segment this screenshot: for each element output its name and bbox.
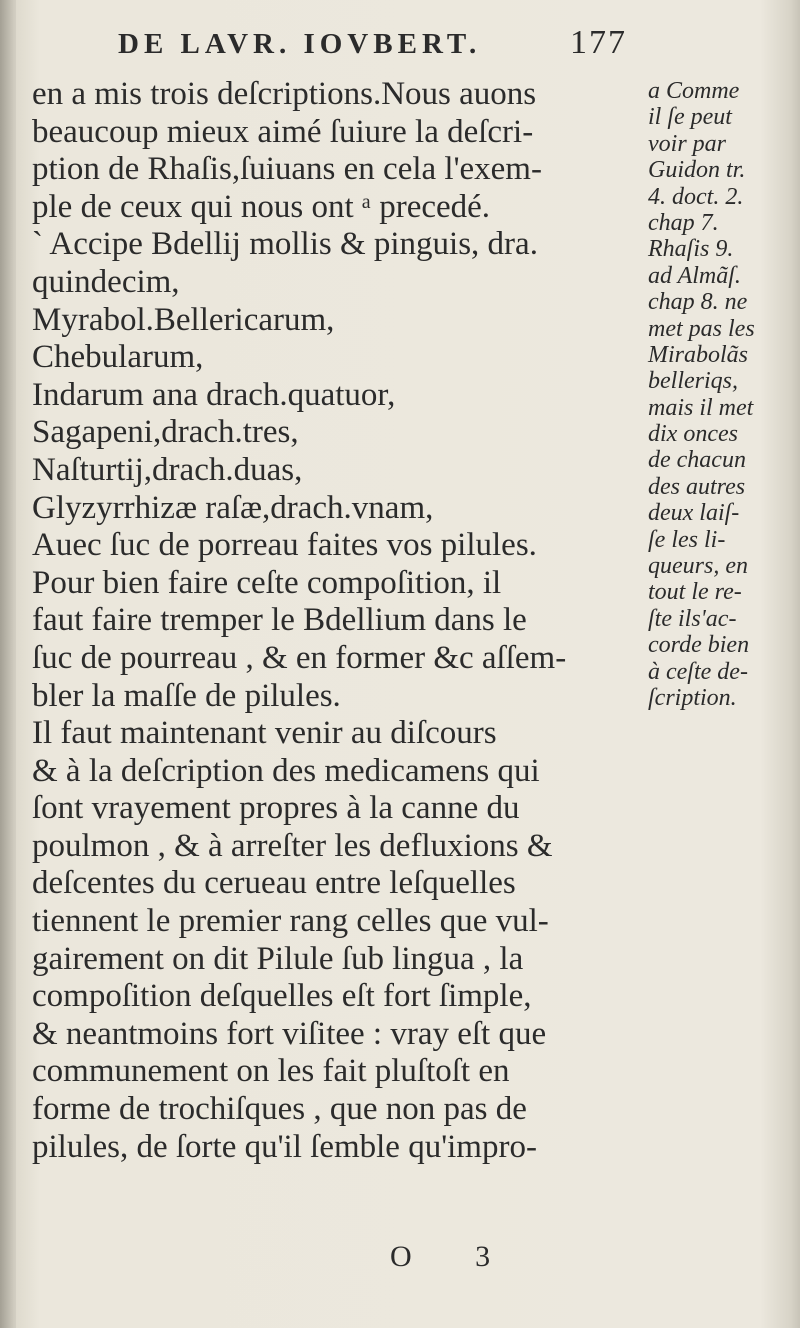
marginal-note-line: ſe les li- xyxy=(648,526,726,553)
marginal-note-line: ad Almãſ. xyxy=(648,262,741,289)
text-line: Naſturtij,drach.duas, xyxy=(32,451,303,488)
text-line: & neantmoins fort viſitee : vray eſt que xyxy=(32,1015,547,1052)
marginal-note-line: corde bien xyxy=(648,632,750,659)
text-line: tiennent le premier rang celles que vul- xyxy=(32,903,549,940)
marginal-note-line: Guidon tr. xyxy=(648,157,746,184)
running-title: DE LAVR. IOVBERT. xyxy=(118,28,482,60)
text-line: Il faut maintenant venir au diſcours xyxy=(32,715,497,752)
marginal-note-line: ſte ils'ac- xyxy=(648,605,737,632)
text-line: ple de ceux qui nous ont ᵃ precedé. xyxy=(32,188,491,225)
text-line: ` Accipe Bdellij mollis & pinguis, dra. xyxy=(32,226,538,263)
marginal-note-line: deux laiſ- xyxy=(648,500,740,527)
marginal-note-line: belleriqs, xyxy=(648,368,738,395)
text-line: ſuc de pourreau , & en former &c aſſem- xyxy=(32,639,567,676)
text-line: Sagapeni,drach.tres, xyxy=(32,414,299,451)
binding-gutter xyxy=(0,0,16,1328)
marginal-note-line: queurs, en xyxy=(648,553,748,580)
marginal-note-line: Mirabolãs xyxy=(648,341,749,368)
text-line: poulmon , & à arreſter les defluxions & xyxy=(32,827,553,864)
signature-mark: O 3 xyxy=(390,1240,519,1273)
text-line: communement on les fait pluſtoſt en xyxy=(32,1053,510,1090)
marginal-note-line: de chacun xyxy=(648,447,746,474)
text-line: compoſition deſquelles eſt fort ſimple, xyxy=(32,978,532,1015)
text-line: forme de trochiſques , que non pas de xyxy=(32,1091,527,1128)
page-number: 177 xyxy=(570,24,627,61)
marginal-note-line: 4. doct. 2. xyxy=(648,183,744,210)
marginal-note-line: mais il met xyxy=(648,394,754,421)
text-line: Auec ſuc de porreau faites vos pilules. xyxy=(32,527,537,564)
text-line: Chebularum, xyxy=(32,339,204,376)
text-line: ption de Rhaſis,ſuiuans en cela l'exem- xyxy=(32,151,542,188)
marginal-note-line: à ceſte de- xyxy=(648,658,748,685)
text-line: bler la maſſe de pilules. xyxy=(32,677,341,714)
main-text-block xyxy=(32,76,644,1166)
marginal-note-line: dix onces xyxy=(648,421,738,448)
marginal-note-line: tout le re- xyxy=(648,579,742,606)
page-header xyxy=(118,24,678,64)
text-line: en a mis trois deſcriptions.Nous auons xyxy=(32,76,537,112)
marginal-note-line: Rhaſis 9. xyxy=(648,236,734,263)
text-line: quindecim, xyxy=(32,263,180,300)
text-line: pilules, de ſorte qu'il ſemble qu'impro- xyxy=(32,1128,537,1165)
text-line: & à la deſcription des medicamens qui xyxy=(32,752,540,789)
text-line: Myrabol.Bellericarum, xyxy=(32,301,335,338)
marginal-note-line: il ſe peut xyxy=(648,104,732,131)
text-line: Pour bien faire ceſte compoſition, il xyxy=(32,564,502,601)
marginal-note-line: chap 8. ne xyxy=(648,289,748,316)
text-line: gairement on dit Pilule ſub lingua , la xyxy=(32,940,524,977)
marginal-note-line: met pas les xyxy=(648,315,755,342)
text-line: deſcentes du cerueau entre leſquelles xyxy=(32,865,516,902)
marginal-note-line: voir par xyxy=(648,130,726,157)
text-line: Glyzyrrhizæ raſæ,drach.vnam, xyxy=(32,489,434,526)
text-line: faut faire tremper le Bdellium dans le xyxy=(32,602,527,639)
text-line: ſont vrayement propres à la canne du xyxy=(32,790,520,827)
marginal-note-line: a Comme xyxy=(648,78,740,104)
text-line: Indarum ana drach.quatuor, xyxy=(32,376,396,413)
marginal-note-line: ſcription. xyxy=(648,684,737,711)
text-line: beaucoup mieux aimé ſuiure la deſcri- xyxy=(32,113,534,150)
marginal-note xyxy=(648,78,798,711)
marginal-note-line: des autres xyxy=(648,473,746,500)
marginal-note-line: chap 7. xyxy=(648,209,719,236)
